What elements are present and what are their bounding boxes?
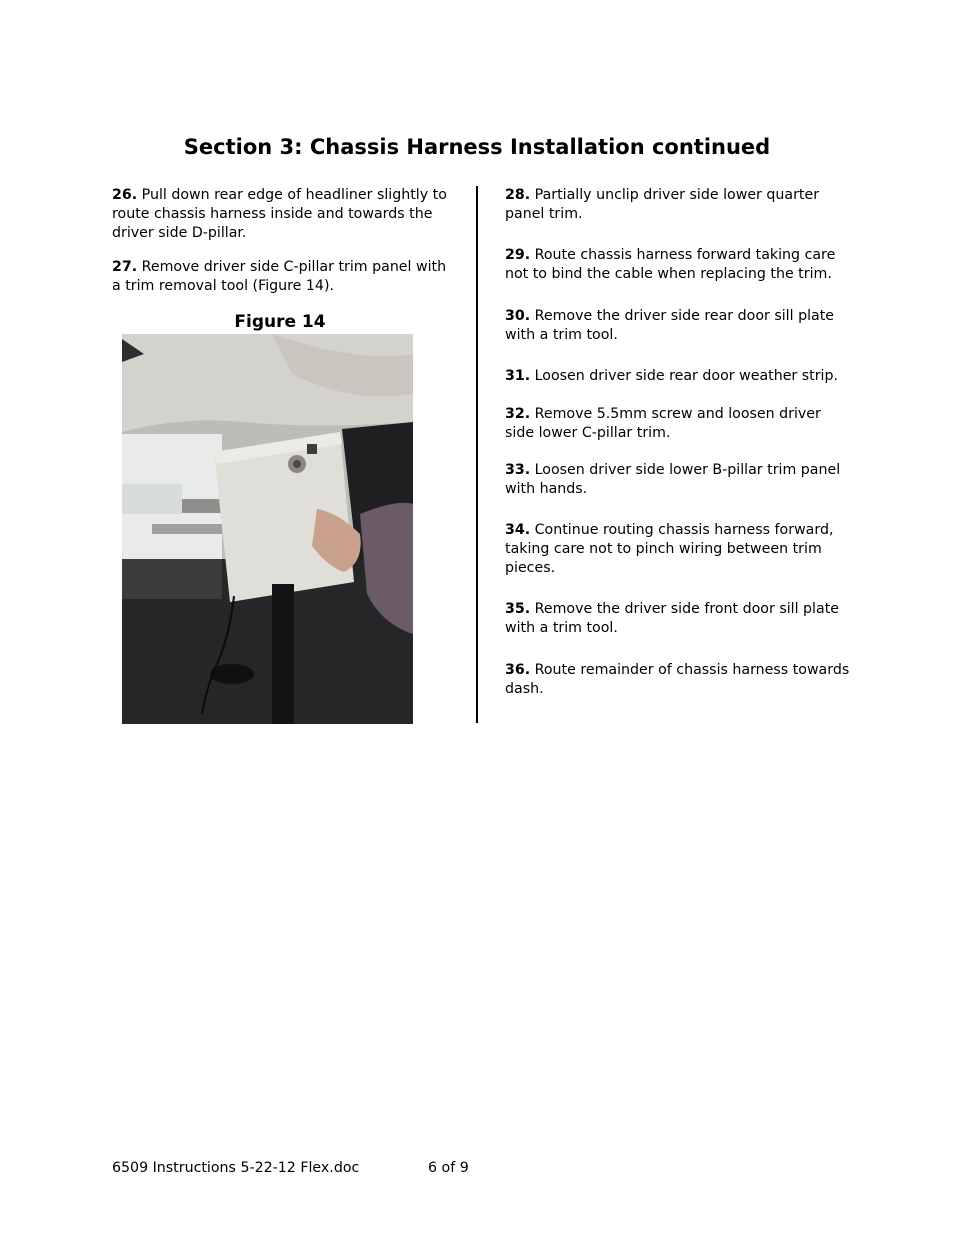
- step-number: 27.: [112, 259, 138, 275]
- step-number: 35.: [505, 601, 531, 617]
- step-26: [112, 186, 457, 243]
- step-34: [505, 521, 850, 578]
- step-33: [505, 461, 850, 499]
- step-text: Loosen driver side lower B-pillar trim panel with hands.: [505, 462, 841, 497]
- step-35: [505, 600, 850, 638]
- step-number: 34.: [505, 522, 531, 538]
- step-31: [505, 367, 850, 386]
- step-28: [505, 186, 850, 224]
- step-number: 26.: [112, 187, 138, 203]
- section-title: Section 3: Chassis Harness Installation continued: [183, 135, 771, 159]
- step-text: Remove 5.5mm screw and loosen driver side lower C-pillar trim.: [505, 406, 821, 441]
- step-text: Pull down rear edge of headliner slightly to route chassis harness inside and towards the driver side D-pillar.: [112, 187, 447, 241]
- step-text: Remove the driver side front door sill plate with a trim tool.: [505, 601, 839, 636]
- step-27: [112, 258, 457, 296]
- step-36: [505, 661, 850, 699]
- step-text: Route chassis harness forward taking care not to bind the cable when replacing the trim.: [505, 247, 836, 282]
- step-number: 36.: [505, 662, 531, 678]
- step-number: 32.: [505, 406, 531, 422]
- footer-page-number: 6 of 9: [428, 1160, 469, 1176]
- step-number: 31.: [505, 368, 531, 384]
- step-32: [505, 405, 850, 443]
- figure-14-photo: [122, 334, 413, 724]
- step-text: Remove driver side C-pillar trim panel with a trim removal tool (Figure 14).: [112, 259, 447, 294]
- figure-caption: Figure 14: [234, 312, 326, 332]
- step-text: Continue routing chassis harness forward, taking care not to pinch wiring between trim pieces.: [505, 522, 834, 576]
- step-text: Loosen driver side rear door weather strip.: [530, 368, 839, 384]
- step-text: Partially unclip driver side lower quarter panel trim.: [505, 187, 820, 222]
- step-30: [505, 307, 850, 345]
- step-number: 30.: [505, 308, 531, 324]
- step-29: [505, 246, 850, 284]
- step-number: 33.: [505, 462, 531, 478]
- step-text: Route remainder of chassis harness towards dash.: [505, 662, 850, 697]
- step-number: 28.: [505, 187, 531, 203]
- footer-document-name: 6509 Instructions 5-22-12 Flex.doc: [112, 1160, 360, 1176]
- step-text: Remove the driver side rear door sill plate with a trim tool.: [505, 308, 835, 343]
- column-divider: [476, 186, 478, 723]
- step-number: 29.: [505, 247, 531, 263]
